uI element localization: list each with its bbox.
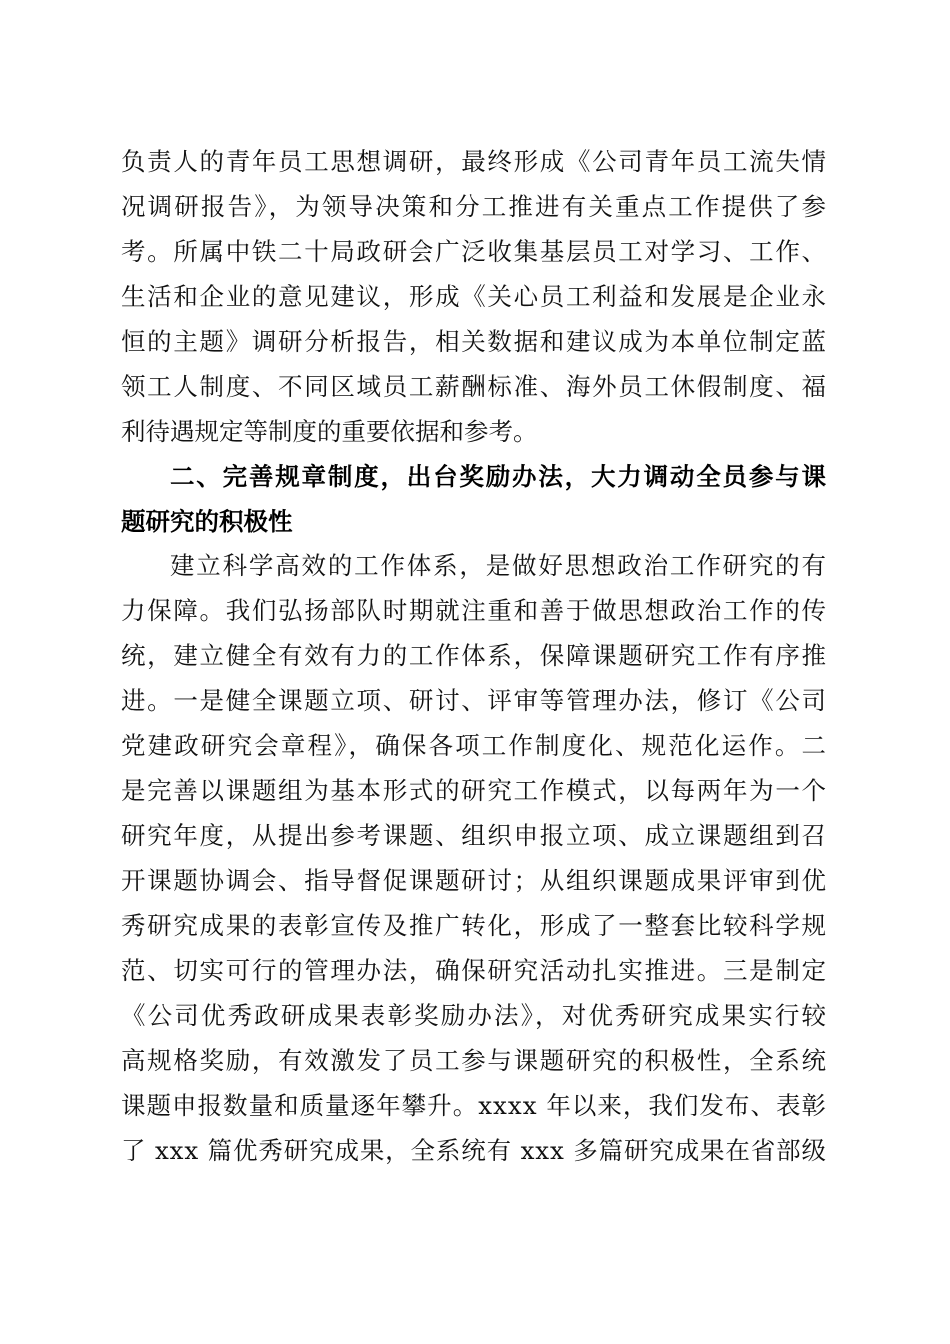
paragraph-1-line-2 xyxy=(0,185,950,229)
paragraph-2-line-12 xyxy=(0,1039,950,1083)
paragraph-2-line-8-text: 开课题协调会、指导督促课题研讨；从组织课题成果评审到优 xyxy=(121,866,828,895)
paragraph-2-line-3-text: 统，建立健全有效有力的工作体系，保障课题研究工作有序推 xyxy=(121,641,828,670)
paragraph-1-line-6 xyxy=(0,365,950,409)
paragraph-1-line-2-text: 况调研报告》，为领导决策和分工推进有关重点工作提供了参 xyxy=(121,192,829,221)
paragraph-1-line-1-text: 负责人的青年员工思想调研，最终形成《公司青年员工流失情 xyxy=(121,147,828,176)
paragraph-1-line-3 xyxy=(0,230,950,274)
paragraph-1-line-4 xyxy=(0,275,950,319)
paragraph-2-line-8 xyxy=(0,859,950,903)
paragraph-1-line-5 xyxy=(0,320,950,364)
paragraph-2-line-11 xyxy=(0,994,950,1038)
paragraph-2-line-14 xyxy=(0,1129,950,1173)
paragraph-2-line-7-text: 研究年度，从提出参考课题、组织申报立项、成立课题组到召 xyxy=(121,821,828,850)
paragraph-2-line-4-text: 进。一是健全课题立项、研讨、评审等管理办法，修订《公司 xyxy=(121,686,828,715)
paragraph-1-line-7 xyxy=(0,410,950,454)
paragraph-2-line-13 xyxy=(0,1084,950,1128)
paragraph-1-line-6-text: 领工人制度、不同区域员工薪酬标准、海外员工休假制度、福 xyxy=(121,372,828,401)
paragraph-2-line-14-text: 了 xxx 篇优秀研究成果，全系统有 xxx 多篇研究成果在省部级 xyxy=(121,1136,827,1165)
paragraph-2-line-1-text: 建立科学高效的工作体系，是做好思想政治工作研究的有 xyxy=(170,551,828,580)
paragraph-1-line-4-text: 生活和企业的意见建议，形成《关心员工利益和发展是企业永 xyxy=(121,282,828,311)
paragraph-2-line-9 xyxy=(0,904,950,948)
paragraph-2-line-4 xyxy=(0,679,950,723)
paragraph-1-line-7-text: 利待遇规定等制度的重要依据和参考。 xyxy=(121,417,538,446)
paragraph-2-line-9-text: 秀研究成果的表彰宣传及推广转化，形成了一整套比较科学规 xyxy=(121,911,828,940)
section-heading-line-1-text: 二、完善规章制度，出台奖励办法，大力调动全员参与课 xyxy=(170,462,828,491)
paragraph-2-line-10 xyxy=(0,949,950,993)
paragraph-2-line-12-text: 高规格奖励，有效激发了员工参与课题研究的积极性，全系统 xyxy=(121,1046,828,1075)
section-heading-line-1 xyxy=(0,455,950,499)
paragraph-2-line-6 xyxy=(0,769,950,813)
paragraph-2-line-1 xyxy=(0,544,950,588)
paragraph-2-line-6-text: 是完善以课题组为基本形式的研究工作模式，以每两年为一个 xyxy=(121,776,828,805)
paragraph-2-line-10-text: 范、切实可行的管理办法，确保研究活动扎实推进。三是制定 xyxy=(121,956,828,985)
paragraph-1-line-1 xyxy=(0,140,950,184)
paragraph-2-line-2-text: 力保障。我们弘扬部队时期就注重和善于做思想政治工作的传 xyxy=(121,596,828,625)
paragraph-2-line-5 xyxy=(0,724,950,768)
paragraph-2-line-13-text: 课题申报数量和质量逐年攀升。xxxx 年以来，我们发布、表彰 xyxy=(121,1091,828,1120)
section-heading-line-2 xyxy=(0,500,950,544)
paragraph-2-line-7 xyxy=(0,814,950,858)
paragraph-1-line-3-text: 考。所属中铁二十局政研会广泛收集基层员工对学习、工作、 xyxy=(121,237,828,266)
paragraph-1-line-5-text: 恒的主题》调研分析报告，相关数据和建议成为本单位制定蓝 xyxy=(121,327,828,356)
paragraph-2-line-2 xyxy=(0,589,950,633)
paragraph-2-line-11-text: 《公司优秀政研成果表彰奖励办法》，对优秀研究成果实行较 xyxy=(121,1001,829,1030)
paragraph-2-line-3 xyxy=(0,634,950,678)
section-heading-line-2-text: 题研究的积极性 xyxy=(121,507,293,536)
paragraph-2-line-5-text: 党建政研究会章程》，确保各项工作制度化、规范化运作。二 xyxy=(121,731,829,760)
